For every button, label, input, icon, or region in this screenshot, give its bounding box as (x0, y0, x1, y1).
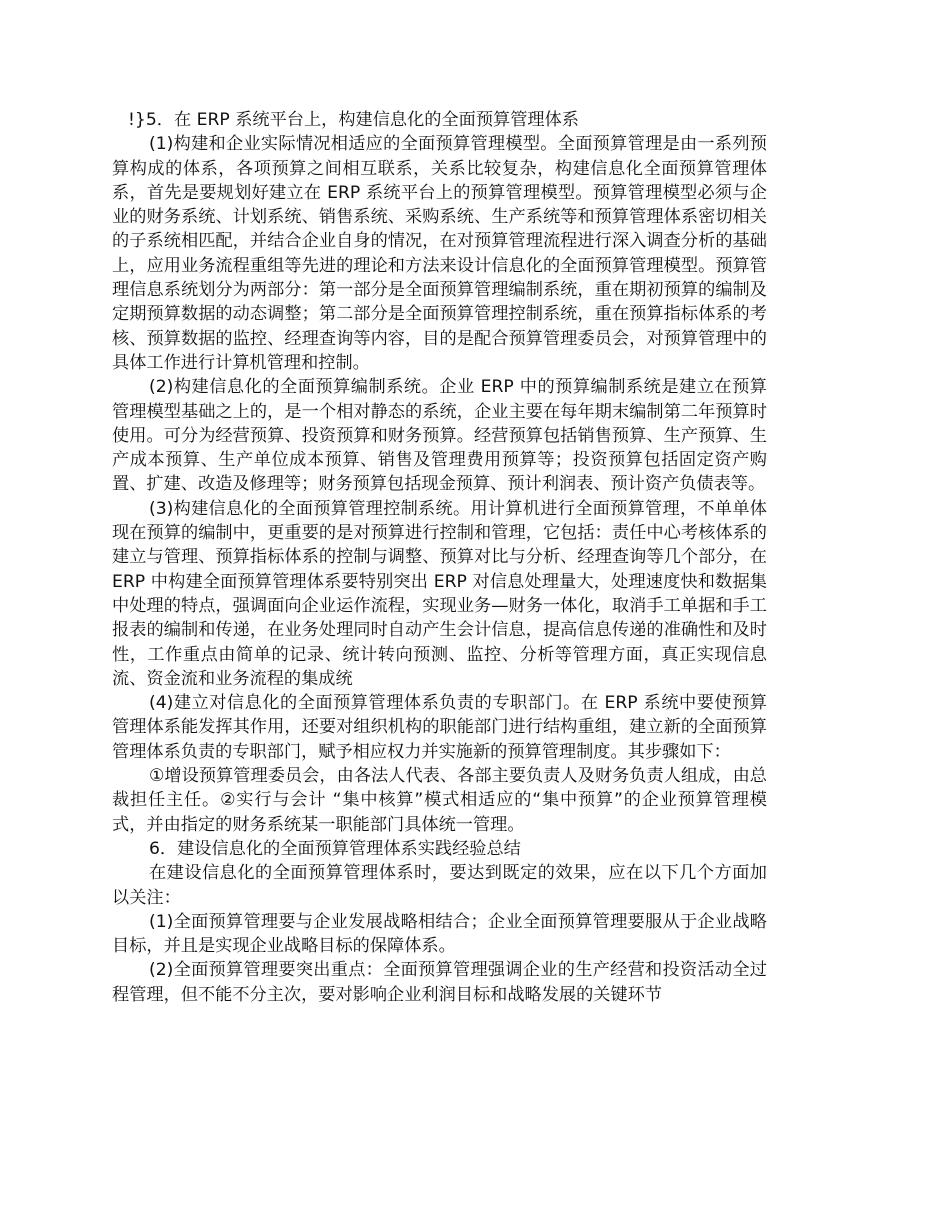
paragraph-5-2: (2)构建信息化的全面预算编制系统。企业 ERP 中的预算编制系统是建立在预算管理模型基础之上的，是一个相对静态的系统，企业主要在每年期末编制第二年预算时使用。可分为经营预算、投资预算和财务预算。经营预算包括销售预算、生产预算、生产成本预算、生产单位成本预算、销售及管理费用预算等；投资预算包括固定资产购置、扩建、改造及修理等；财务预算包括现金预算、预计利润表、预计资产负债表等。 (112, 377, 767, 495)
document-page (112, 108, 767, 1007)
paragraph-5-3: (3)构建信息化的全面预算管理控制系统。用计算机进行全面预算管理，不单单体现在预算的编制中，更重要的是对预算进行控制和管理，它包括：责任中心考核体系的建立与管理、预算指标体系的控制与调整、预算对比与分析、经理查询等几个部分，在 ERP 中构建全面预算管理体系要特别突出 ERP 对信息处理量大，处理速度快和数据集中处理的特点，强调面向企业运作流程，实现业务—财务一体化，取消手工单据和手工报表的编制和传递，在业务处理同时自动产生会计信息，提高信息传递的准确性和及时性，工作重点由简单的记录、统计转向预测、监控、分析等管理方面，真正实现信息流、资金流和业务流程的集成统 (112, 498, 767, 689)
paragraph-5-4: (4)建立对信息化的全面预算管理体系负责的专职部门。在 ERP 系统中要使预算管理体系能发挥其作用，还要对组织机构的职能部门进行结构重组，建立新的全面预算管理体系负责的专职部门，赋予相应权力并实施新的预算管理制度。其步骤如下： (112, 693, 767, 762)
section-5-heading: !}5．在 ERP 系统平台上，构建信息化的全面预算管理体系 (128, 110, 579, 130)
paragraph-5-5: ①增设预算管理委员会，由各法人代表、各部主要负责人及财务负责人组成，由总裁担任主任。②实行与会计 “集中核算”模式相适应的“集中预算”的企业预算管理模式，并由指定的财务系统某一职能部门具体统一管理。 (112, 766, 767, 835)
section-6-heading: 6．建设信息化的全面预算管理体系实践经验总结 (149, 838, 521, 859)
paragraph-5-1: (1)构建和企业实际情况相适应的全面预算管理模型。全面预算管理是由一系列预算构成的体系，各项预算之间相互联系，关系比较复杂，构建信息化全面预算管理体系，首先是要规划好建立在 ERP 系统平台上的预算管理模型。预算管理模型必须与企业的财务系统、计划系统、销售系统、采购系统、生产系统等和预算管理体系密切相关的子系统相匹配，并结合企业自身的情况，在对预算管理流程进行深入调查分析的基础上，应用业务流程重组等先进的理论和方法来设计信息化的全面预算管理模型。预算管理信息系统划分为两部分：第一部分是全面预算管理编制系统，重在期初预算的编制及定期预算数据的动态调整；第二部分是全面预算管理控制系统，重在预算指标体系的考核、预算数据的监控、经理查询等内容，目的是配合预算管理委员会，对预算管理中的具体工作进行计算机管理和控制。 (112, 134, 767, 373)
paragraph-6-2: (1)全面预算管理要与企业发展战略相结合；企业全面预算管理要服从于企业战略目标，并且是实现企业战略目标的保障体系。 (112, 911, 767, 957)
paragraph-6-1: 在建设信息化的全面预算管理体系时，要达到既定的效果，应在以下几个方面加以关注： (112, 863, 767, 908)
paragraph-6-3: (2)全面预算管理要突出重点：全面预算管理强调企业的生产经营和投资活动全过程管理，但不能不分主次，要对影响企业利润目标和战略发展的关键环节 (112, 960, 767, 1005)
